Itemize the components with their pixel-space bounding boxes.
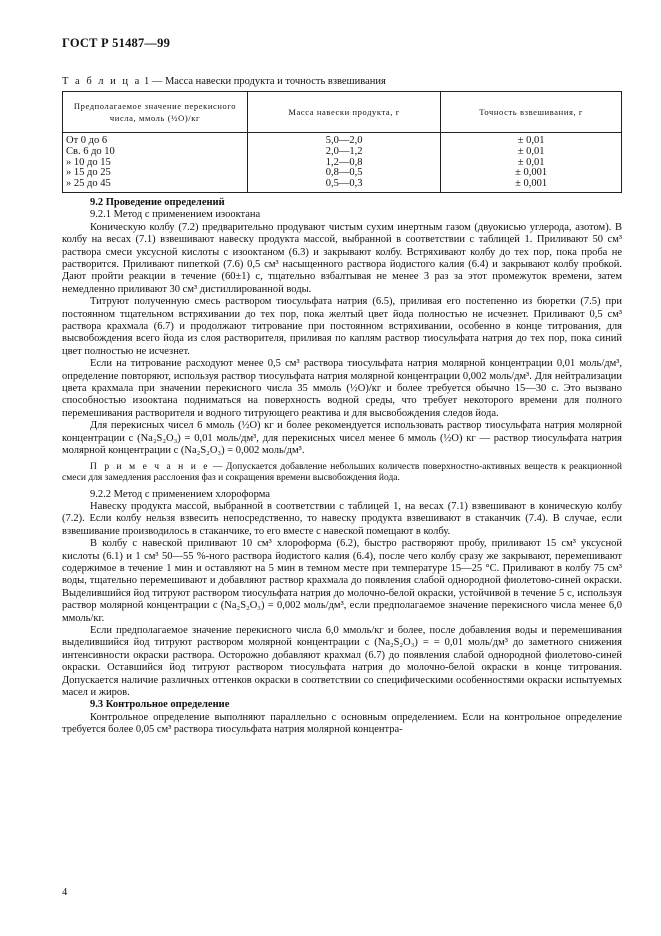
paragraph: Если на титрование расходуют менее 0,5 см³ раствора тиосульфата натрия молярной концентрации 0,01 моль/дм³, определение повторяют, используя раствор тиосульфата натрия молярной концентрации 0,002 моль/дм³. Для нейтрализации цвета крахмала при значении перекисного числа 35 ммоль (½O)/кг и более требуется обычно 15—30 с. Это вызвано способностью изооктана подниматься на поверхность водной среды, что требует некоторого времени для полного перемешивания растворителя и водного титрующего реактива и для высвобождения следов йода.	[62, 358, 622, 419]
paragraph: Навеску продукта массой, выбранной в соответствии с таблицей 1, на весах (7.1) взвешивают в коническую колбу (7.2). Если колбу нельзя взвесить непосредственно, то навеску продукта взвешивают в стаканчик (7.4). В случае, если взвешивание производилось в стаканчике, то его вместе с навеской помещают в колбу.	[62, 500, 622, 537]
page	[62, 36, 622, 737]
document-header: ГОСТ Р 51487—99	[62, 36, 171, 50]
col-peroxide-header: Предполагаемое значение перекисного числа, ммоль (½O)/кг	[63, 92, 248, 133]
cell-range: » 10 до 15	[63, 158, 248, 169]
col-mass-header: Масса навески продукта, г	[248, 92, 441, 133]
subsection-heading: 9.2.1 Метод с применением изооктана	[90, 209, 261, 221]
note-text: — Допускается добавление небольших количеств поверхностно-активных веществ к реакционной смеси для замедления расслоения фаз и сокращения времени высвобождения йода.	[62, 461, 622, 484]
paragraph: Контрольное определение выполняют параллельно с основным определением. Если на контрольное определение требуется более 0,05 см³ раствора тиосульфата натрия молярной концентра-	[62, 711, 622, 736]
table-row	[63, 133, 622, 147]
mass-table	[62, 91, 622, 193]
cell-accuracy: ± 0,01	[441, 158, 622, 169]
cell-mass: 0,8—0,5	[248, 168, 441, 179]
cell-range: » 25 до 45	[63, 179, 248, 192]
paragraph: Для перекисных чисел 6 ммоль (½O) кг и более рекомендуется использовать раствор тиосульфата натрия молярной концентрации c (Na₂S₂O₃) = 0,01 моль/дм³, для перекисных чисел менее 6 ммоль (½O) кг — раствор тиосульфата натрия молярной концентрации c (Na₂S₂O₃) = 0,002 моль/дм³.	[62, 420, 622, 457]
section-heading: 9.3 Контрольное определение	[90, 699, 230, 711]
cell-accuracy: ± 0,01	[441, 133, 622, 147]
paragraph: Если предполагаемое значение перекисного числа 6,0 ммоль/кг и более, после добавления воды и перемешивания выделившийся йод титруют раствором молярной концентрации c (Na₂S₂O₃) = = 0,01 моль/дм³ до заметного снижения интенсивности окраски раствора. Осторожно добавляют крахмал (6.7) до появления слабой однородной фиолетово-синей окраски. Оставшийся йод титруют раствором тиосульфата натрия до молочно-белой окраски в конце титрования. Допускается наличие различных оттенков окраски в соответствии со специфическими особенностями окраски испытуемых масел и жиров.	[62, 624, 622, 699]
paragraph: Коническую колбу (7.2) предварительно продувают чистым сухим инертным газом (двуокисью углерода, азотом). В колбу на весах (7.1) взвешивают навеску продукта массой, выбранной в соответствии с таблицей 1. Приливают 50 см³ раствора смеси уксусной кислоты с изооктаном (6.3) и закрывают колбу. Встряхивают колбу до тех пор, пока проба не растворится. Приливают пипеткой (7.6) 0,5 см³ насыщенного раствора йодистого калия (6.4) и закрывают колбу пробкой. Дают пройти реакции в течение (60±1) с, тщательно взбалтывая не менее 3 раз за этот промежуток времени, затем немедленно приливают 30 см³ дистиллированной воды.	[62, 221, 622, 295]
note-label: П р и м е ч а н и е	[90, 461, 210, 472]
table-row	[63, 179, 622, 192]
col-accuracy-header: Точность взвешивания, г	[441, 92, 622, 133]
section-heading: 9.2 Проведение определений	[90, 196, 225, 208]
cell-range: » 15 до 25	[63, 168, 248, 179]
cell-mass: 0,5—0,3	[248, 179, 441, 192]
table-header-row	[63, 92, 622, 133]
paragraph: В колбу с навеской приливают 10 см³ хлороформа (6.2), быстро растворяют пробу, приливают 15 см³ уксусной кислоты (6.1) и 1 см³ 50—55 %-ного раствора йодистого калия (6.4), после чего колбу сразу же закрывают, перемешивают содержимое в течение 1 мин и оставляют на 5 мин в темном месте при температуре 15—25 °С. Приливают в колбу 75 см³ воды, тщательно перемешивают и добавляют раствор крахмала до появления слабой однородной фиолетово-синей окраски. Выделившийся йод титруют раствором тиосульфата натрия до молочно-белой окраски, устойчивой в течение 5 с, используя раствор молярной концентрации c (Na₂S₂O₃) = 0,002 моль/дм³, если предполагаемое значение перекисного числа менее 6,0 ммоль/кг.	[62, 538, 622, 624]
table-caption	[62, 76, 622, 87]
cell-range: Св. 6 до 10	[63, 147, 248, 158]
paragraph: Титруют полученную смесь раствором тиосульфата натрия (6.5), приливая его постепенно из бюретки (7.5) при постоянном тщательном встряхивании до тех пор, пока желтый цвет йода полностью не исчезнет. Приливают 0,5 см³ раствора крахмала (6.7) и продолжают титрование при постоянном встряхивании, особенно в конце титрования, для высвобождения всего йода из слоя растворителя, приливая по каплям раствор тиосульфата натрия до тех пор, пока синий цвет полностью не исчезнет.	[62, 296, 622, 357]
cell-mass: 1,2—0,8	[248, 158, 441, 169]
page-number: 4	[62, 887, 68, 898]
cell-mass: 5,0—2,0	[248, 133, 441, 147]
cell-mass: 2,0—1,2	[248, 147, 441, 158]
table-row	[63, 147, 622, 158]
subsection-heading: 9.2.2 Метод с применением хлороформа	[90, 488, 270, 500]
note	[62, 462, 622, 485]
table-caption-text: 1 — Масса навески продукта и точность взвешивания	[143, 76, 386, 87]
cell-accuracy: ± 0,001	[441, 168, 622, 179]
document-body	[62, 197, 622, 737]
cell-accuracy: ± 0,001	[441, 179, 622, 192]
cell-range: От 0 до 6	[63, 133, 248, 147]
cell-accuracy: ± 0,01	[441, 147, 622, 158]
table-caption-label: Т а б л и ц а	[62, 76, 142, 87]
